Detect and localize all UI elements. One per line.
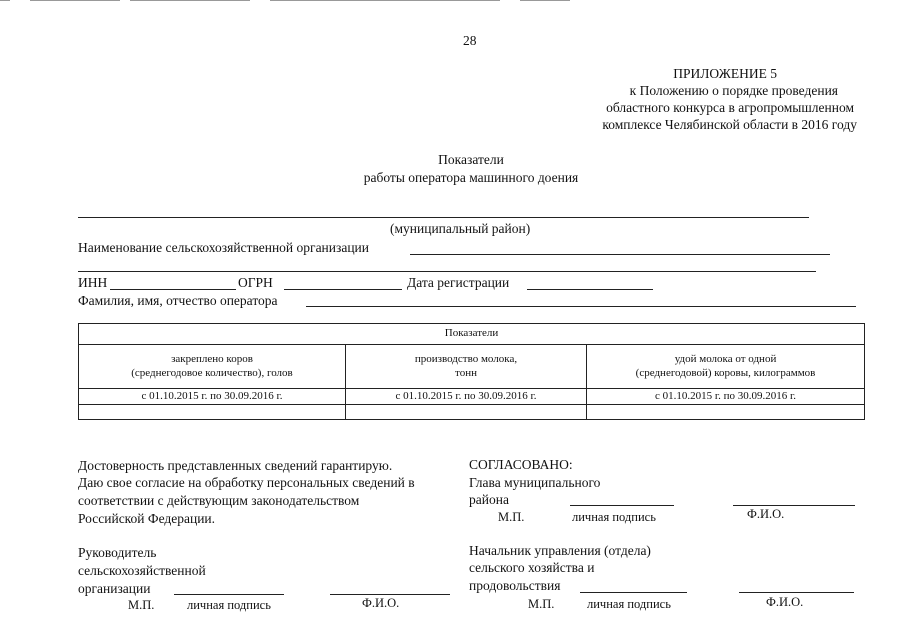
scan-edge (0, 0, 10, 1)
head-dept-mp: М.П. (528, 597, 555, 611)
scan-edge (30, 0, 120, 1)
approved-signature-field[interactable] (570, 505, 674, 506)
approved-fio-field[interactable] (733, 505, 855, 506)
head-org-signature-caption: личная подпись (187, 598, 271, 612)
org-name-field[interactable] (410, 254, 830, 255)
heading-line-2: работы оператора машинного доения (363, 170, 579, 185)
period-milk: с 01.10.2015 г. по 30.09.2016 г. (346, 389, 587, 405)
column-header-milk-line-2: тонн (455, 366, 477, 379)
indicators-table (78, 323, 865, 420)
head-org-line-3: организации (78, 581, 151, 596)
column-header-yield (587, 345, 865, 389)
column-header-milk-line-1: производство молока, (414, 352, 518, 365)
column-header-milk (346, 345, 587, 389)
head-dept-line-3: продовольствия (469, 578, 561, 593)
column-header-yield-line-2: (среднегодовой) коровы, килограммов (635, 366, 816, 379)
value-yield[interactable] (587, 405, 865, 420)
approved-fio-caption: Ф.И.О. (747, 507, 785, 521)
head-dept-fio-field[interactable] (739, 592, 854, 593)
district-caption: (муниципальный район) (390, 221, 531, 236)
head-org-line-1: Руководитель (78, 545, 157, 560)
column-header-cows-line-1: закреплено коров (171, 352, 253, 365)
head-org-signature-field[interactable] (174, 594, 284, 595)
approved-mp: М.П. (498, 510, 525, 524)
column-header-cows (79, 345, 346, 389)
reg-date-field[interactable] (527, 289, 653, 290)
scan-edge (520, 0, 570, 1)
approved-title: СОГЛАСОВАНО: (469, 457, 573, 472)
appendix-line-2: областного конкурса в агропромышленном (606, 100, 854, 115)
scan-edge (130, 0, 250, 1)
head-org-line-2: сельскохозяйственной (78, 563, 206, 578)
inn-label: ИНН (78, 275, 108, 290)
head-dept-signature-field[interactable] (580, 592, 687, 593)
value-milk[interactable] (346, 405, 587, 420)
guarantee-line-4: Российской Федерации. (78, 511, 216, 526)
operator-field[interactable] (306, 306, 856, 307)
head-dept-signature-caption: личная подпись (587, 597, 671, 611)
reg-date-label: Дата регистрации (407, 275, 510, 290)
appendix-line-3: комплексе Челябинской области в 2016 году (602, 117, 857, 132)
approved-line-2: района (469, 492, 509, 507)
inn-field[interactable] (110, 289, 236, 290)
ogrn-field[interactable] (284, 289, 402, 290)
heading-line-1: Показатели (438, 152, 504, 167)
ogrn-label: ОГРН (238, 275, 273, 290)
head-dept-line-2: сельского хозяйства и (469, 560, 595, 575)
head-dept-fio-caption: Ф.И.О. (766, 595, 804, 609)
column-header-cows-line-2: (среднегодовое количество), голов (131, 366, 293, 379)
column-header-yield-line-1: удой молока от одной (674, 352, 777, 365)
period-cows: с 01.10.2015 г. по 30.09.2016 г. (79, 389, 346, 405)
head-org-mp: М.П. (128, 598, 155, 612)
scan-edge (270, 0, 500, 1)
district-field[interactable] (78, 217, 809, 218)
approved-signature-caption: личная подпись (572, 510, 656, 524)
guarantee-line-1: Достоверность представленных сведений гарантирую. (78, 458, 393, 473)
approved-line-1: Глава муниципального (469, 475, 601, 490)
value-cows[interactable] (79, 405, 346, 420)
period-yield: с 01.10.2015 г. по 30.09.2016 г. (587, 389, 865, 405)
guarantee-line-2: Даю свое согласие на обработку персональных сведений в (78, 475, 415, 490)
appendix-line-1: к Положению о порядке проведения (629, 83, 838, 98)
page-number: 28 (463, 33, 477, 48)
table-header: Показатели (79, 324, 865, 345)
guarantee-line-3: соответствии с действующим законодательством (78, 493, 360, 508)
head-dept-line-1: Начальник управления (отдела) (469, 543, 651, 558)
org-name-field-cont[interactable] (78, 271, 816, 272)
operator-label: Фамилия, имя, отчество оператора (78, 293, 278, 308)
appendix-title: ПРИЛОЖЕНИЕ 5 (673, 66, 777, 81)
head-org-fio-caption: Ф.И.О. (362, 596, 400, 610)
head-org-fio-field[interactable] (330, 594, 450, 595)
org-name-label: Наименование сельскохозяйственной организации (78, 240, 370, 255)
